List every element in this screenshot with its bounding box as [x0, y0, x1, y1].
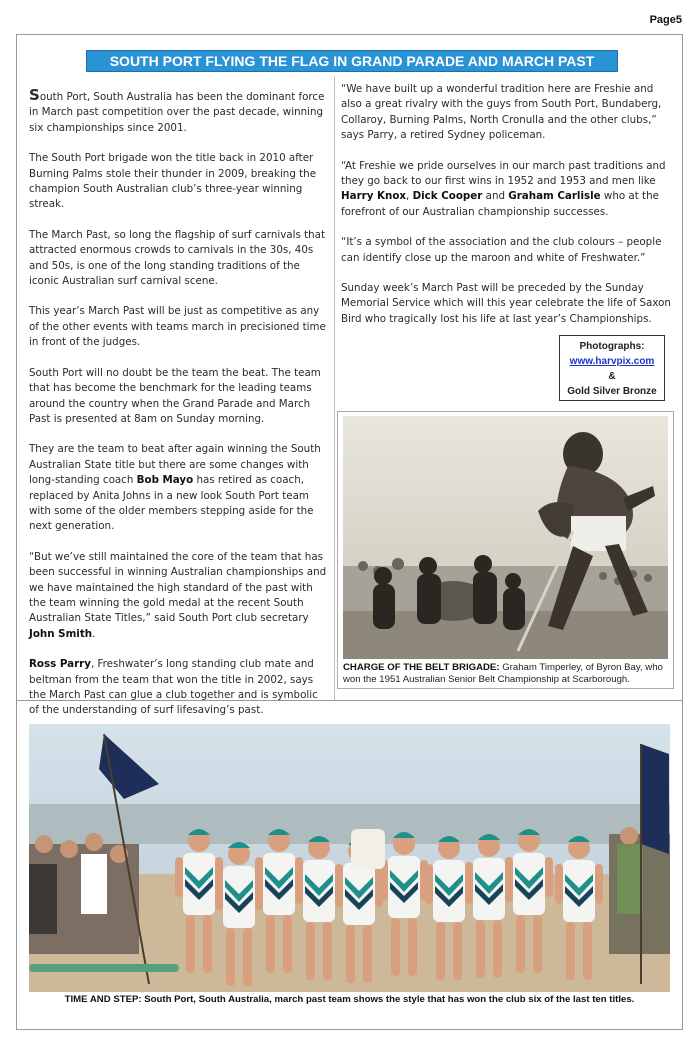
- paragraph: [29, 657, 329, 719]
- paragraph: The South Port brigade won the title back in 2010 after Burning Palms stole their thunder in 2009, breaking the champion South Australian club’s three-year winning streak.: [29, 152, 317, 211]
- paragraph: [29, 550, 329, 642]
- photo-credits-box: [559, 335, 665, 401]
- caption-lead: CHARGE OF THE BELT BRIGADE:: [343, 662, 500, 673]
- paragraph-text: “At Freshie we pride ourselves in our march past traditions and they go back to our first wins in 1952 and 1953 and men like: [341, 159, 666, 188]
- person-name: Ross Parry: [29, 658, 91, 671]
- photo1-caption: [343, 662, 669, 686]
- headline-banner: SOUTH PORT FLYING THE FLAG IN GRAND PARADE AND MARCH PAST: [86, 50, 618, 72]
- page-number: Page5: [649, 14, 682, 26]
- article-right-column: [341, 82, 675, 342]
- person-name: Dick Cooper: [412, 190, 483, 203]
- person-name: Harry Knox: [341, 190, 407, 203]
- credits-link[interactable]: www.harvpix.com: [569, 356, 655, 367]
- paragraph-text: , Freshwater’s long standing club mate and beltman from the team that won the title in 2002, says the March Past can glue a club together and is symbolic of the understanding of surf lifesaving’s past.: [29, 658, 318, 717]
- caption-text: Graham Timperley, of Byron Bay, who won the 1951 Australian Senior Belt Championship at Scarborough.: [343, 662, 663, 685]
- paragraph-text: and: [482, 190, 509, 203]
- paragraph-text: outh Port, South Australia has been the dominant force in March past competition over the past decade, winning six championships since 2001.: [29, 91, 325, 134]
- paragraph: “We have built up a wonderful tradition here are Freshie and also a great rivalry with the guys from South Port, Bundaberg, Collaroy, Burning Palms, North Cronulla and the other clubs,” says Parry, a retired Sydney policeman.: [341, 83, 662, 142]
- article-left-column: [29, 88, 329, 734]
- person-name: John Smith: [29, 627, 93, 640]
- credits-title: Photographs:: [579, 341, 645, 352]
- paragraph-text: who at the forefront of our Australian championship successes.: [341, 190, 659, 218]
- paragraph: [29, 442, 329, 534]
- paragraph-text: They are the team to beat after again winning the South Australian State title but there are some changes with long-standing coach: [29, 443, 321, 487]
- march-past-photo: [29, 724, 670, 992]
- paragraph: [29, 88, 329, 136]
- paragraph-text: .: [92, 627, 96, 640]
- paragraph: [341, 159, 675, 221]
- paragraph-text: has retired as coach, replaced by Anita Johns in a new look South Port team with some of the older members stepping aside for the next generation.: [29, 474, 314, 533]
- paragraph: The March Past, so long the flagship of surf carnivals that attracted enormous crowds to carnivals in the 30s, 40s and 50s, is one of the long standing traditions of the iconic Australian surf carnival scene.: [29, 228, 326, 288]
- column-divider: [334, 77, 335, 700]
- paragraph-text: “But we’ve still maintained the core of the team that has been successful in winning Australian championships and we have maintained the high standard of the past with the team winning the gold medal at the recent South Australian State Titles,” said South Port club secretary: [29, 550, 327, 625]
- drop-cap: S: [29, 86, 40, 104]
- credits-second: Gold Silver Bronze: [567, 386, 657, 397]
- paragraph-text: ,: [406, 190, 413, 203]
- person-name: Bob Mayo: [136, 474, 194, 487]
- credits-ampersand: &: [608, 371, 616, 382]
- paragraph: “It’s a symbol of the association and the club colours – people can identify close up the maroon and white of Freshwater.”: [341, 236, 662, 264]
- paragraph: South Port will no doubt be the team the beat. The team that has become the benchmark for the leading teams around the country when the Grand Parade and March Past is presented at 8am on Sunday morning.: [29, 366, 321, 425]
- belt-brigade-photo: [343, 416, 668, 659]
- paragraph: This year’s March Past will be just as competitive as any of the other events with teams march in precisioned time in front of the judges.: [29, 305, 326, 349]
- photo2-caption: TIME AND STEP: South Port, South Australia, march past team shows the style that has won the club six of the last ten titles.: [64, 994, 635, 1005]
- person-name: Graham Carlisle: [508, 190, 601, 203]
- paragraph: Sunday week’s March Past will be preceded by the Sunday Memorial Service which will this year celebrate the life of Saxon Bird who tragically lost his life at last year’s Championships.: [341, 282, 671, 325]
